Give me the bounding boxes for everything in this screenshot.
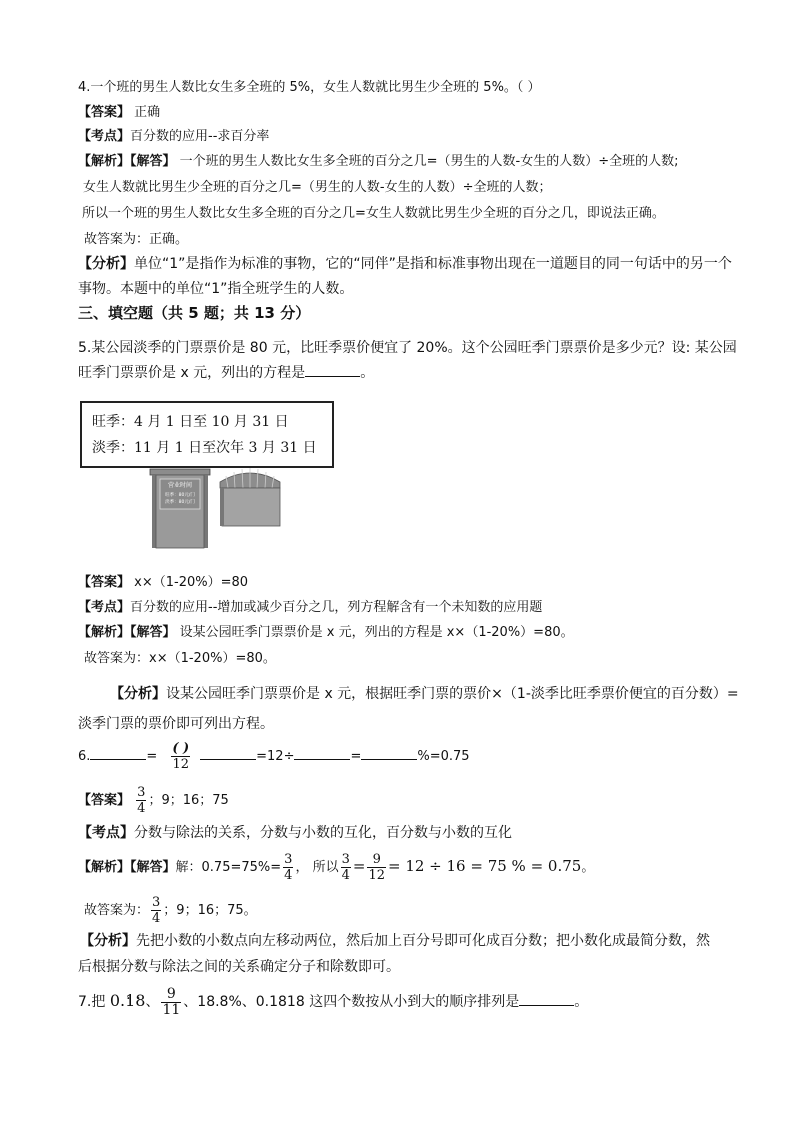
q6-blank-2[interactable]	[200, 747, 256, 760]
park-sign-illustration	[146, 466, 286, 550]
q6-blank-1[interactable]	[90, 747, 146, 760]
season-notice-box: 旺季：4 月 1 日至 10 月 31 日 淡季：11 月 1 日至次年 3 月 31 日	[80, 401, 334, 468]
q6-analysis-2: 后根据分数与除法之间的关系确定分子和除数即可。	[78, 959, 400, 975]
q5-stem-1: 5.某公园淡季的门票票价是 80 元，比旺季票价便宜了 20%。这个公园旺季门票票价是多少元？设: 某公园	[78, 340, 737, 356]
q5-stem-2: 旺季门票票价是 x 元，列出的方程是 。	[78, 365, 375, 381]
q5-answer: 【答案】 x×（1-20%）=80	[78, 575, 249, 590]
q5-point: 【考点】百分数的应用--增加或减少百分之几，列方程解含有一个未知数的应用题	[78, 600, 543, 615]
q4-analysis-1: 【分析】单位“1”是指作为标准的事物，它的“同伴”是指和标准事物出现在一道题目的同一句话中的另一个	[78, 256, 732, 272]
section-title: 三、填空题（共 5 题；共 13 分）	[78, 304, 311, 322]
q4-analysis-2: 事物。本题中的单位“1”指全班学生的人数。	[78, 281, 354, 297]
q6-blank-3[interactable]	[294, 747, 350, 760]
q6-point: 【考点】分数与除法的关系，分数与小数的互化，百分数与小数的互化	[78, 825, 512, 841]
q6-final: 故答案为： $\frac{3}{4}$ ；9；16；75。	[84, 895, 257, 926]
q4-answer: 【答案】 正确	[78, 105, 161, 120]
sign-line-1: 旺季：80元/门	[165, 493, 195, 498]
q5-blank[interactable]	[305, 364, 360, 377]
q6-stem: 6. = $\frac{( )}{12}$ =12÷ = %=0.75	[78, 741, 470, 772]
q5-analysis-2: 淡季门票的票价即可列出方程。	[78, 716, 274, 732]
q4-final: 故答案为：正确。	[84, 232, 189, 247]
sign-line-2: 淡季：80元/门	[165, 500, 195, 505]
q5-final: 故答案为：x×（1-20%）=80。	[84, 651, 276, 666]
q7-blank[interactable]	[519, 993, 574, 1006]
q6-analysis-1: 【分析】先把小数的小数点向左移动两位，然后加上百分号即可化成百分数；把小数化成最简分数，然	[80, 933, 710, 949]
q6-blank-4[interactable]	[361, 747, 417, 760]
q4-explain-3: 所以一个班的男生人数比女生多全班的百分之几=女生人数就比男生少全班的百分之几，即说法正确。	[82, 206, 665, 221]
sign-title: 营业时间	[167, 482, 193, 489]
q4-explain-1: 【解析】【解答】 一个班的男生人数比女生多全班的百分之几=（男生的人数-女生的人数）÷全班的人数;	[78, 154, 679, 169]
q6-answer: 【答案】 $\frac{3}{4}$ ；9；16；75	[78, 785, 229, 816]
q6-explain: 【解析】【解答】解：0.75=75%= $\frac{3}{4}$ ， 所以 $\frac{3}{4}$ = $\frac{9}{12}$ = 12 ÷ 16 = 75 % = 0.75。	[78, 852, 595, 883]
q5-explain: 【解析】【解答】 设某公园旺季门票票价是 x 元，列出的方程是 x×（1-20%）=80。	[78, 625, 574, 640]
q4-stem: 4.一个班的男生人数比女生多全班的 5%，女生人数就比男生少全班的 5%。（ ）	[78, 80, 541, 95]
q7-stem: 7.把 0.1 ·8 ·、 $\frac{9}{11}$ 、18.8%、0.1818 这四个数按从小到大的顺序排列是 。	[78, 982, 588, 1021]
q5-analysis-1: 【分析】设某公园旺季门票票价是 x 元，根据旺季门票的票价×（1-淡季比旺季票价便宜的百分数）=	[110, 686, 739, 702]
q4-explain-2: 女生人数就比男生少全班的百分之几=（男生的人数-女生的人数）÷全班的人数；	[83, 180, 552, 195]
q4-point: 【考点】百分数的应用--求百分率	[78, 129, 270, 144]
